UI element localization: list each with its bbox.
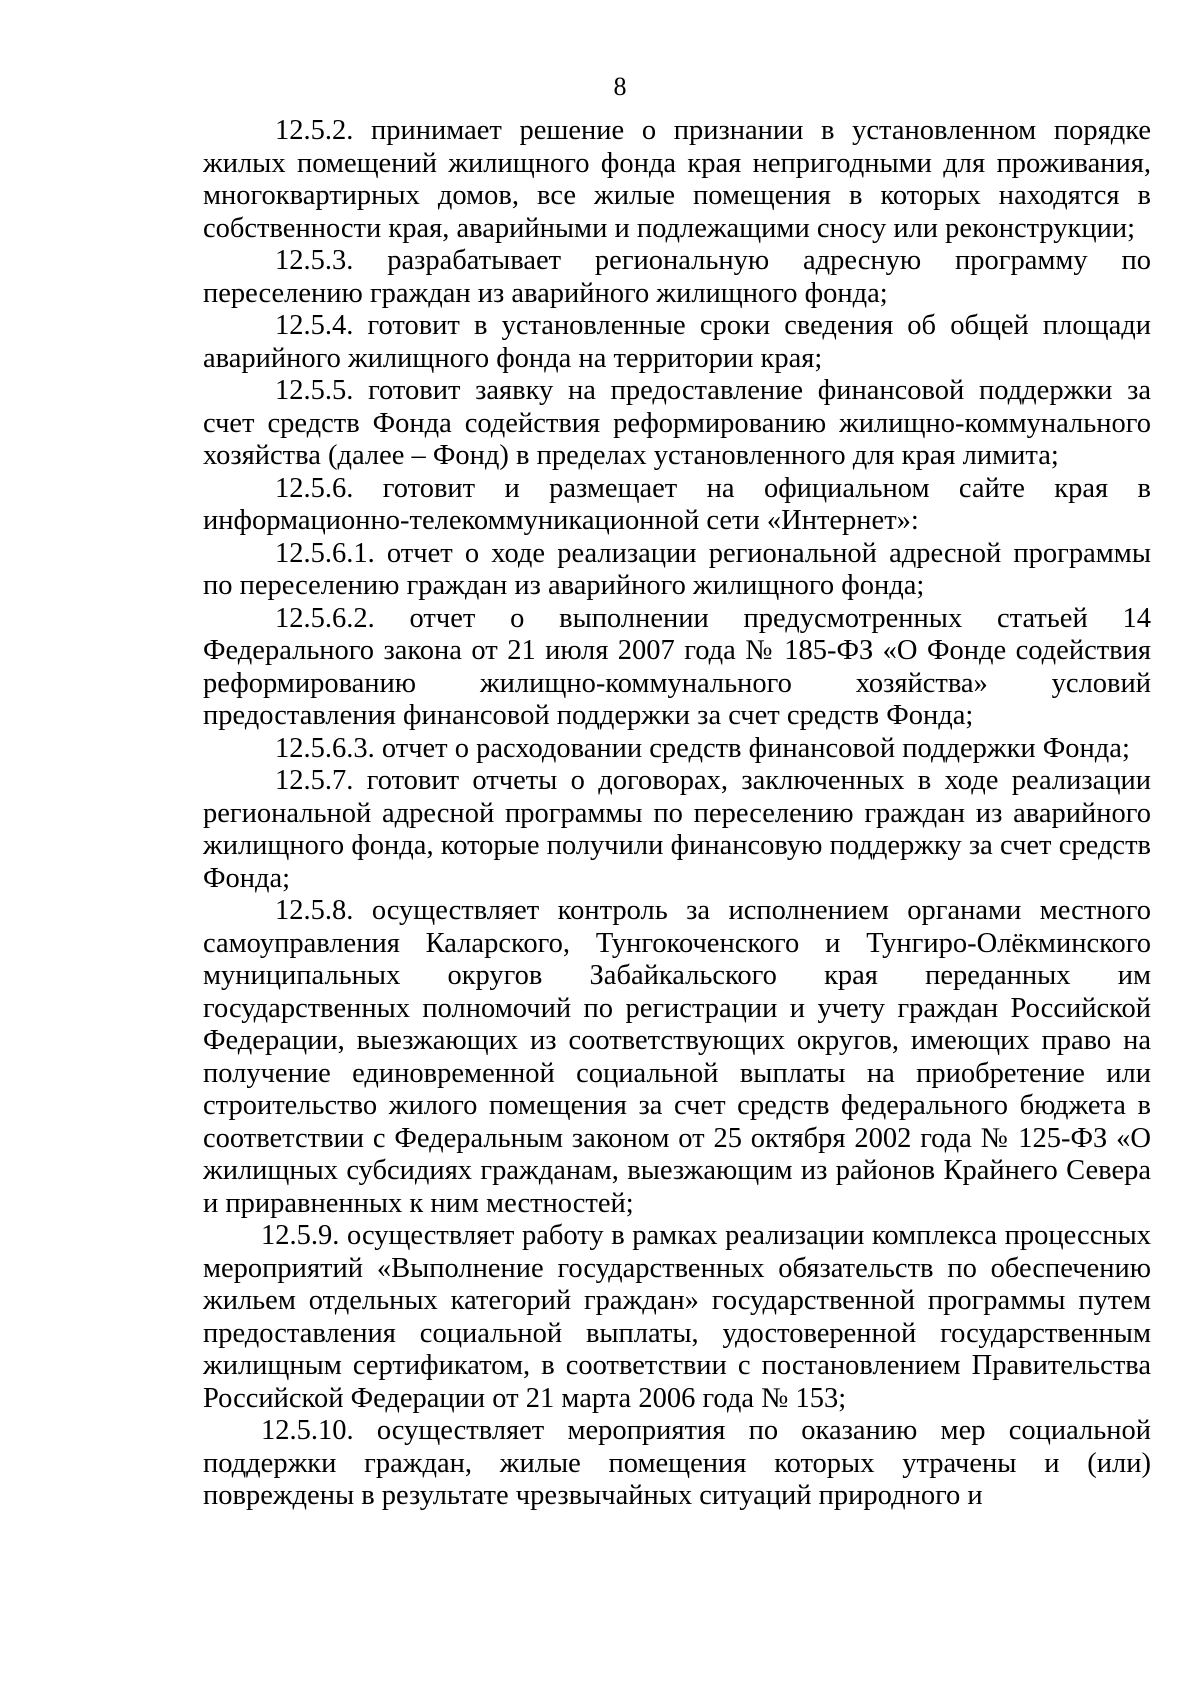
paragraph-12-5-9: 12.5.9. осуществляет работу в рамках реализации комплекса процессных мероприятий «Выполнение государственных обязательств по обеспечению жильем отдельных категорий граждан» государственной программы путем предоставления социальной выплаты, удостоверенной государственным жилищным сертификатом, в соответствии с постановлением Правительства Российской Федерации от 21 марта 2006 года № 153; xyxy=(203,1220,1151,1414)
paragraph-12-5-7: 12.5.7. готовит отчеты о договорах, заключенных в ходе реализации региональной адресной программы по переселению граждан из аварийного жилищного фонда, которые получили финансовую поддержку за счет средств Фонда; xyxy=(203,765,1151,894)
paragraph-12-5-10: 12.5.10. осуществляет мероприятия по оказанию мер социальной поддержки граждан, жилые помещения которых утрачены и (или) повреждены в результате чрезвычайных ситуаций природного и xyxy=(203,1415,1151,1511)
paragraph-12-5-5: 12.5.5. готовит заявку на предоставление финансовой поддержки за счет средств Фонда содействия реформированию жилищно-коммунального хозяйства (далее – Фонд) в пределах установленного для края лимита; xyxy=(203,375,1151,471)
paragraph-12-5-6-3: 12.5.6.3. отчет о расходовании средств финансовой поддержки Фонда; xyxy=(275,732,1130,764)
paragraph-12-5-3: 12.5.3. разрабатывает региональную адресную программу по переселению граждан из аварийного жилищного фонда; xyxy=(203,245,1151,309)
paragraph-12-5-2: 12.5.2. принимает решение о признании в установленном порядке жилых помещений жилищного фонда края непригодными для проживания, многоквартирных домов, все жилые помещения в которых находятся в собственности края, аварийными и подлежащими сносу или реконструкции; xyxy=(203,115,1151,244)
paragraph-12-5-6-2: 12.5.6.2. отчет о выполнении предусмотренных статьей 14 Федерального закона от 21 июля 2007 года № 185-ФЗ «О Фонде содействия реформированию жилищно-коммунального хозяйства» условий предоставления финансовой поддержки за счет средств Фонда; xyxy=(203,602,1151,731)
page-number: 8 xyxy=(613,72,627,101)
paragraph-12-5-8: 12.5.8. осуществляет контроль за исполнением органами местного самоуправления Каларского, Тунгокоченского и Тунгиро-Олёкминского муниципальных округов Забайкальского края переданных им государственных полномочий по регистрации и учету граждан Российской Федерации, выезжающих из соответствующих округов, имеющих право на получение единовременной социальной выплаты на приобретение или строительство жилого помещения за счет средств федерального бюджета в соответствии с Федеральным законом от 25 октября 2002 года № 125-ФЗ «О жилищных субсидиях гражданам, выезжающим из районов Крайнего Севера и приравненных к ним местностей; xyxy=(203,895,1151,1219)
paragraph-12-5-6: 12.5.6. готовит и размещает на официальном сайте края в информационно-телекоммуникационной сети «Интернет»: xyxy=(203,472,1151,536)
document-body xyxy=(203,115,1151,1513)
paragraph-12-5-4: 12.5.4. готовит в установленные сроки сведения об общей площади аварийного жилищного фонда на территории края; xyxy=(203,310,1151,374)
paragraph-12-5-6-1: 12.5.6.1. отчет о ходе реализации региональной адресной программы по переселению граждан из аварийного жилищного фонда; xyxy=(203,537,1151,601)
